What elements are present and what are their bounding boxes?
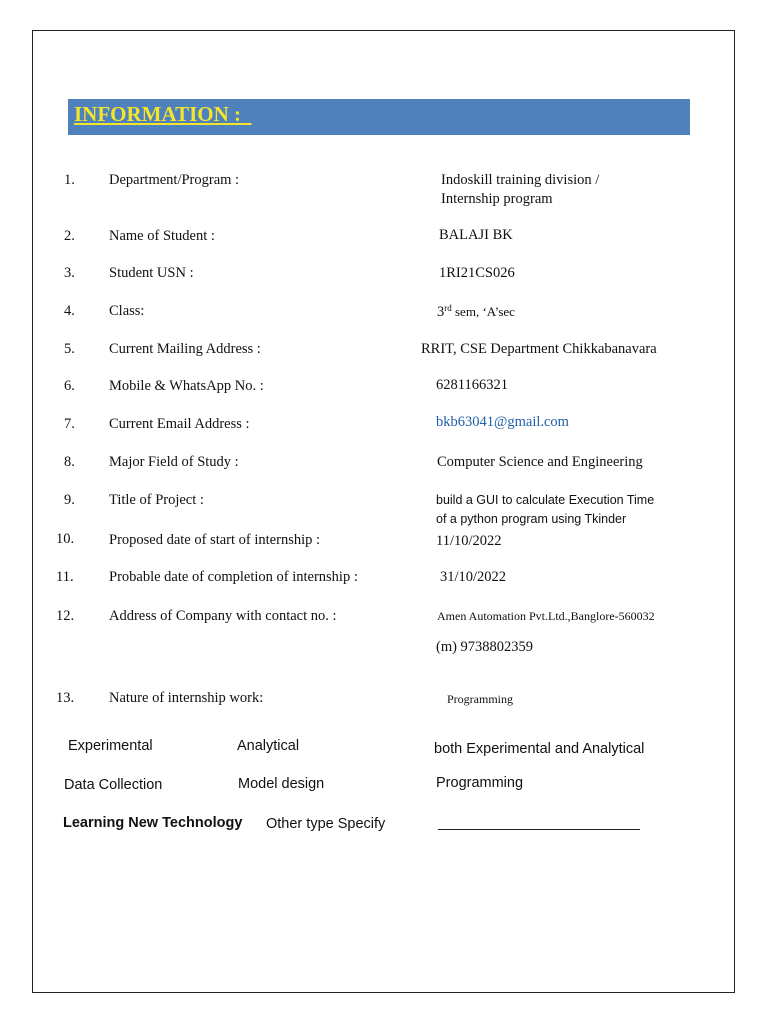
field-label-mailing-address: Current Mailing Address : [109,341,261,357]
information-title: INFORMATION : [74,102,252,126]
option-analytical: Analytical [237,738,300,754]
field-value-department-line1: Indoskill training division / [441,172,600,188]
option-programming: Programming [436,775,524,791]
other-type-blank-line [438,829,640,830]
class-number: 3 [437,304,445,320]
row-number: 10. [56,531,75,547]
field-label-completion-date: Probable date of completion of internship : [109,569,358,585]
row-number: 3. [64,265,75,281]
field-value-department-line2: Internship program [441,191,553,207]
row-number: 13. [56,690,75,706]
field-label-project-title: Title of Project : [109,492,204,508]
field-label-start-date: Proposed date of start of internship : [109,532,321,548]
option-learning-new-technology: Learning New Technology [63,815,243,831]
field-value-completion-date: 31/10/2022 [440,569,507,585]
field-value-field-of-study: Computer Science and Engineering [437,454,643,470]
row-number: 12. [56,608,75,624]
row-number: 5. [64,341,75,357]
class-section: sem, ‘A’sec [451,304,515,319]
option-both: both Experimental and Analytical [434,741,645,757]
field-label-usn: Student USN : [109,265,194,281]
row-number: 9. [64,492,75,508]
field-value-internship-nature: Programming [447,692,513,706]
field-value-project-title-line2: of a python program using Tkinder [436,512,627,526]
field-label-mobile: Mobile & WhatsApp No. : [109,378,264,394]
field-value-project-title-line1: build a GUI to calculate Execution Time [436,493,655,507]
row-number: 6. [64,378,75,394]
field-value-company-contact: (m) 9738802359 [436,639,534,655]
row-number: 4. [64,303,75,319]
row-number: 7. [64,416,75,432]
field-label-student-name: Name of Student : [109,228,215,244]
field-value-usn: 1RI21CS026 [439,265,515,281]
field-value-email-link[interactable]: bkb63041@gmail.com [436,414,569,430]
class-superscript: rd [444,303,452,313]
row-number: 1. [64,172,75,188]
field-value-mailing-address: RRIT, CSE Department Chikkabanavara [421,341,657,357]
row-number: 2. [64,228,75,244]
option-data-collection: Data Collection [64,777,163,793]
field-value-student-name: BALAJI BK [439,227,513,243]
field-label-internship-nature: Nature of internship work: [109,690,264,706]
field-label-class: Class: [109,303,145,319]
field-label-company-address: Address of Company with contact no. : [109,608,337,624]
option-model-design: Model design [238,776,325,792]
information-header-bar [68,99,690,135]
option-other-type: Other type Specify [266,816,386,832]
field-value-company-address: Amen Automation Pvt.Ltd.,Banglore-560032 [437,609,655,623]
field-label-field-of-study: Major Field of Study : [109,454,239,470]
field-value-class [437,302,515,322]
field-value-start-date: 11/10/2022 [436,533,502,549]
field-value-mobile: 6281166321 [436,377,508,393]
row-number: 11. [56,569,74,585]
option-experimental: Experimental [68,738,153,754]
field-label-department: Department/Program : [109,172,240,188]
field-label-email: Current Email Address : [109,416,250,432]
row-number: 8. [64,454,75,470]
